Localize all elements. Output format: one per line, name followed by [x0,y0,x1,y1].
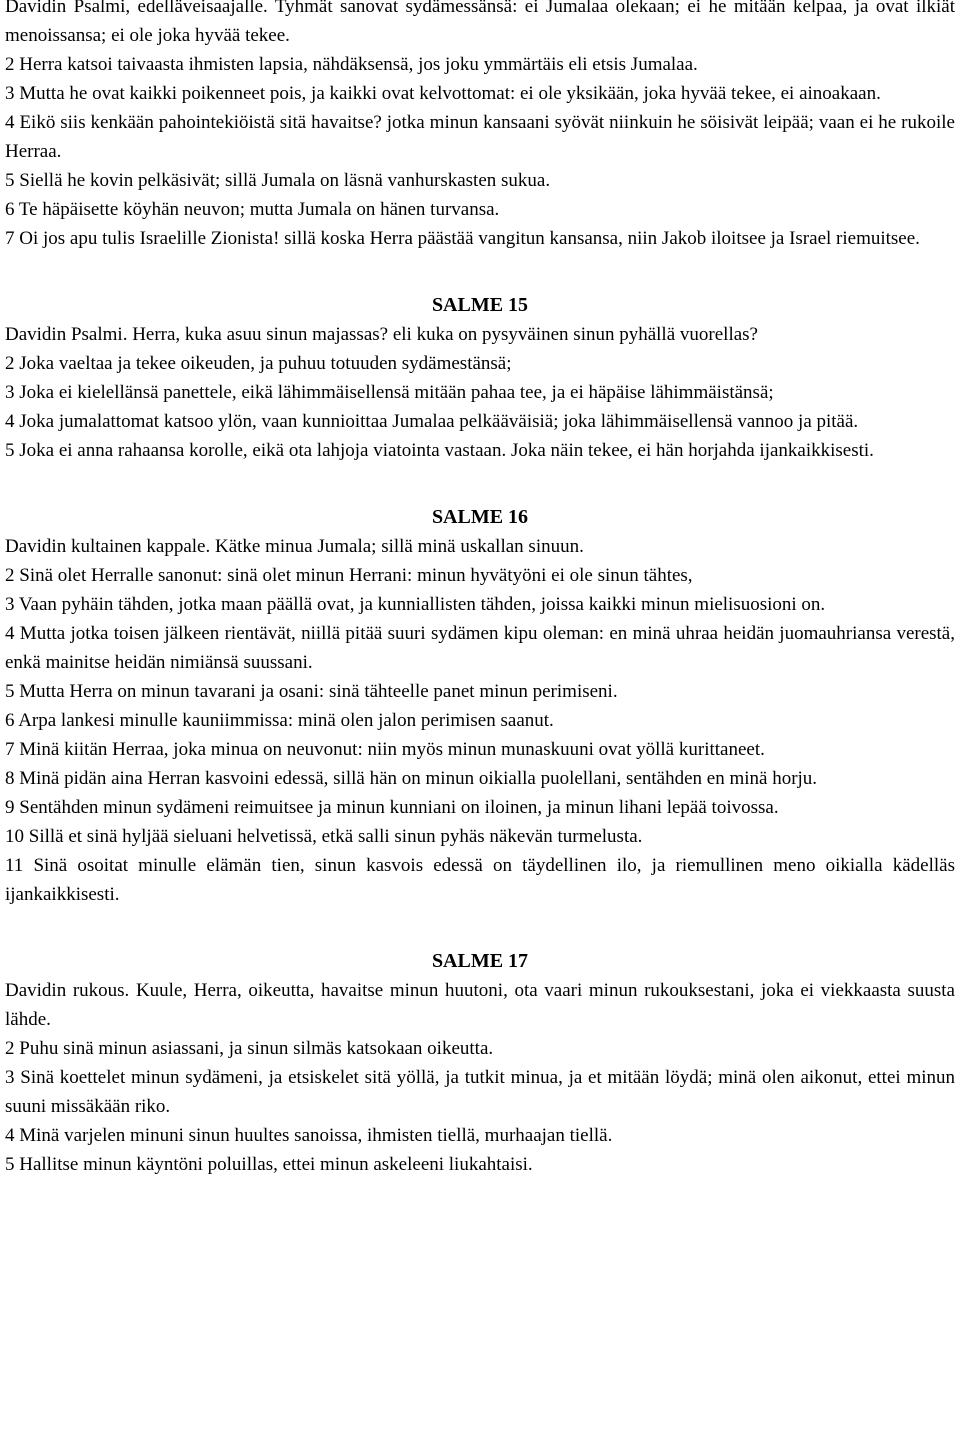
verse-text: Davidin Psalmi. Herra, kuka asuu sinun majassas? eli kuka on pysyväinen sinun pyhällä vuorellas? [5,324,758,345]
psalm-14-section [5,0,955,253]
verse-text: 7 Oi jos apu tulis Israelille Zionista! sillä koska Herra päästää vangitun kansansa, niin Jakob iloitsee ja Israel riemuitsee. [5,228,920,249]
verse-text: 4 Mutta jotka toisen jälkeen rientävät, niillä pitää suuri sydämen kipu oleman: en minä uhraa heidän juomauhriansa verestä, enkä mainitse heidän nimiänsä suussani. [5,623,955,673]
verse-text: 3 Joka ei kielellänsä panettele, eikä lähimmäisellensä mitään pahaa tee, ja ei häpäise lähimmäistänsä; [5,382,774,403]
verse-text: 5 Hallitse minun käyntöni poluillas, ettei minun askeleeni liukahtaisi. [5,1154,533,1175]
verse-text: 5 Siellä he kovin pelkäsivät; sillä Jumala on läsnä vanhurskasten sukua. [5,170,551,191]
verse-text: 5 Mutta Herra on minun tavarani ja osani: sinä tähteelle panet minun perimiseni. [5,681,618,702]
verse-text: 3 Vaan pyhäin tähden, jotka maan päällä ovat, ja kunniallisten tähden, joissa kaikki minun mielisuosioni on. [5,594,826,615]
verse-text: 8 Minä pidän aina Herran kasvoini edessä, sillä hän on minun oikialla puolellani, sentähden en minä horju. [5,768,818,789]
verse-text: 2 Sinä olet Herralle sanonut: sinä olet minun Herrani: minun hyvätyöni ei ole sinun tähtes, [5,565,693,586]
psalm-heading: SALME 15 [431,294,529,316]
verse-text: Davidin Psalmi, edelläveisaajalle. Tyhmät sanovat sydämessänsä: ei Jumalaa olekaan; ei he mitään kelpaa, ja ovat ilkiät menoissansa; ei ole joka hyvää tekee. [5,0,955,46]
verse-text: 9 Sentähden minun sydämeni reimuitsee ja minun kunniani on iloinen, ja minun lihani lepää toivossa. [5,797,779,818]
verse-text: 3 Sinä koettelet minun sydämeni, ja etsiskelet sitä yöllä, ja tutkit minua, ja et mitään löydä; minä olen aikonut, ettei minun suuni missäkään riko. [5,1067,955,1117]
verse-text: 2 Puhu sinä minun asiassani, ja sinun silmäs katsokaan oikeutta. [5,1038,494,1059]
verse-text: 4 Eikö siis kenkään pahointekiöistä sitä havaitse? jotka minun kansaani syövät niinkuin he söisivät leipää; vaan ei he rukoile Herraa. [5,112,955,162]
verse-text: 5 Joka ei anna rahaansa korolle, eikä ota lahjoja viatointa vastaan. Joka näin tekee, ei hän horjahda ijankaikkisesti. [5,440,874,461]
psalm-heading: SALME 17 [431,950,529,972]
verse-text: Davidin rukous. Kuule, Herra, oikeutta, havaitse minun huutoni, ota vaari minun rukouksestani, joka ei viekkaasta suusta lähde. [5,980,955,1030]
verse-text: 4 Joka jumalattomat katsoo ylön, vaan kunnioittaa Jumalaa pelkääväisiä; joka lähimmäisellensä vannoo ja pitää. [5,411,859,432]
psalm-heading: SALME 16 [431,506,529,528]
psalm-17-section [5,938,955,1179]
verse-text: Davidin kultainen kappale. Kätke minua Jumala; sillä minä uskallan sinuun. [5,536,584,557]
verse-text: 6 Te häpäisette köyhän neuvon; mutta Jumala on hänen turvansa. [5,199,500,220]
verse-text: 4 Minä varjelen minuni sinun huultes sanoissa, ihmisten tiellä, murhaajan tiellä. [5,1125,613,1146]
verse-text: 6 Arpa lankesi minulle kauniimmissa: minä olen jalon perimisen saanut. [5,710,554,731]
verse-text: 10 Sillä et sinä hyljää sieluani helvetissä, etkä salli sinun pyhäs näkevän turmelusta. [5,826,643,847]
psalm-15-section [5,282,955,465]
verse-text: 2 Herra katsoi taivaasta ihmisten lapsia, nähdäksensä, jos joku ymmärtäis eli etsis Jumalaa. [5,54,698,75]
verse-text: 2 Joka vaeltaa ja tekee oikeuden, ja puhuu totuuden sydämestänsä; [5,353,512,374]
verse-text: 7 Minä kiitän Herraa, joka minua on neuvonut: niin myös minun munaskuuni ovat yöllä kurittaneet. [5,739,765,760]
verse-text: 3 Mutta he ovat kaikki poikenneet pois, ja kaikki ovat kelvottomat: ei ole yksikään, joka hyvää tekee, ei ainoakaan. [5,83,881,104]
verse-text: 11 Sinä osoitat minulle elämän tien, sinun kasvois edessä on täydellinen ilo, ja riemullinen meno oikialla kädelläs ijankaikkisesti. [5,855,955,905]
psalm-16-section [5,494,955,909]
